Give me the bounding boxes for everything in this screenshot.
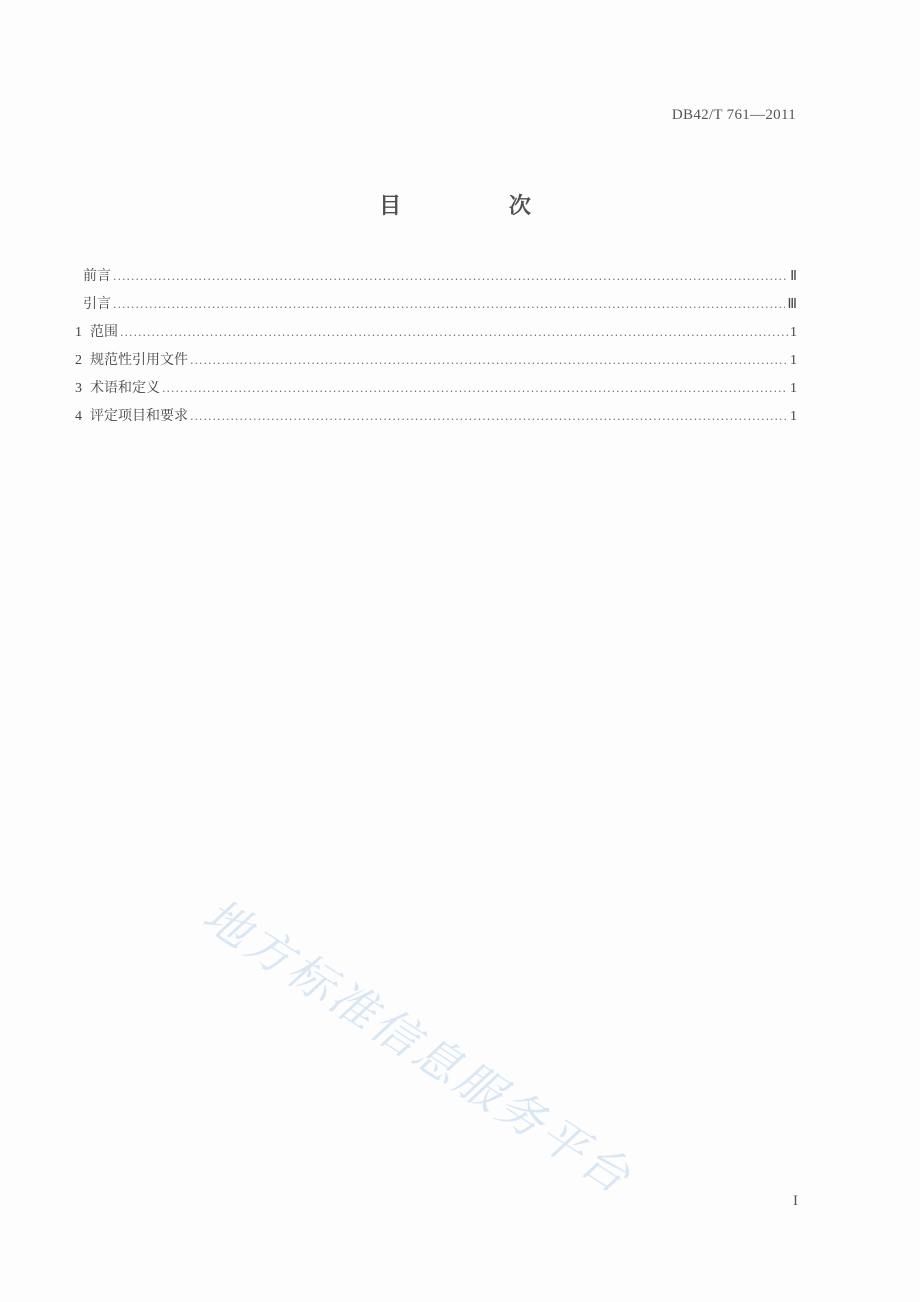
- standard-code: DB42/T 761—2011: [671, 107, 796, 123]
- toc-leader-dots: [190, 354, 788, 367]
- toc-entry-page: Ⅲ: [787, 297, 797, 312]
- toc-entry-page: 1: [790, 325, 797, 340]
- toc-entry-page: 1: [790, 381, 797, 396]
- toc-leader-dots: [113, 270, 788, 283]
- toc-entry-terms-definitions[interactable]: [75, 377, 797, 405]
- toc-title: 目 次: [379, 194, 581, 219]
- toc-entry-label: 范围: [90, 324, 118, 340]
- toc-entry-scope[interactable]: [75, 321, 797, 349]
- toc-entry-number: 2: [75, 353, 82, 368]
- toc-leader-dots: [190, 410, 788, 423]
- toc-entry-page: Ⅱ: [790, 269, 797, 284]
- toc-entry-normative-references[interactable]: [75, 349, 797, 377]
- toc-entry-number: 4: [75, 409, 82, 424]
- toc-entry-label: 引言: [83, 296, 111, 312]
- toc-leader-dots: [162, 382, 788, 395]
- page-number: I: [793, 1193, 798, 1209]
- toc-entry-evaluation-items[interactable]: [75, 405, 797, 433]
- toc-entry-foreword[interactable]: [75, 265, 797, 293]
- toc-entry-label: 前言: [83, 268, 111, 284]
- toc-entry-page: 1: [790, 409, 797, 424]
- toc-leader-dots: [120, 326, 788, 339]
- watermark: 地方标准信息服务平台: [193, 887, 643, 1206]
- toc-entry-label: 术语和定义: [90, 380, 160, 396]
- toc-leader-dots: [113, 298, 785, 311]
- toc-entry-number: 3: [75, 381, 82, 396]
- toc-entry-introduction[interactable]: [75, 293, 797, 321]
- table-of-contents: [75, 265, 797, 433]
- toc-entry-number: 1: [75, 325, 82, 340]
- toc-entry-page: 1: [790, 353, 797, 368]
- toc-entry-label: 规范性引用文件: [90, 352, 188, 368]
- toc-entry-label: 评定项目和要求: [90, 408, 188, 424]
